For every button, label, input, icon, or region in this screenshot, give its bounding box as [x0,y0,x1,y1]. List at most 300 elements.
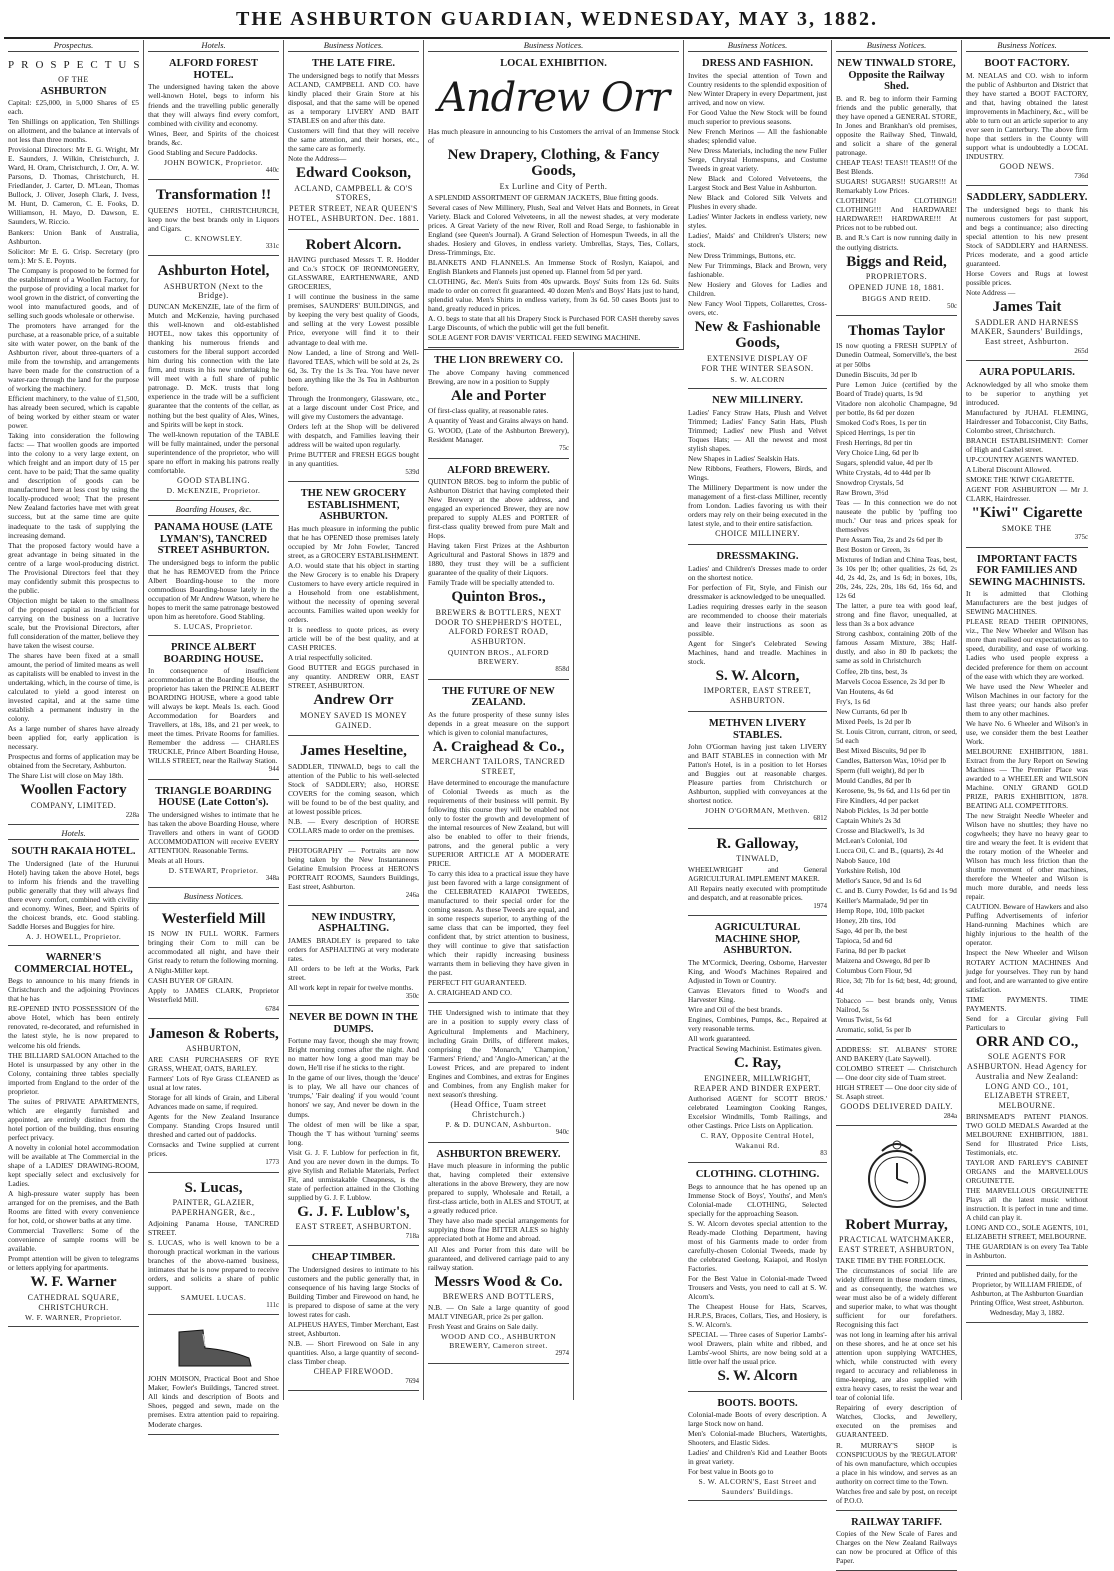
ad-paragraph: THE Undersigned wish to intimate that they are in a position to supply every class of Agricultural Implements and Machinery, including Grain Drills, of different makes, comprising the 'Monarch,' 'Champion,' 'Farmers' Friend,' and 'Anglo-American,' at the Lowest Prices, and are prepared to indent Engines and Combines, and extras for Engines and Combines, from any English maker for next season's threshing. [428,1008,569,1099]
ad-paragraph: The Undersigned (late of the Hurunui Hotel) having taken the above Hotel, begs to inform his friends and the travelling public generally that they will always find there every comfort, combined with civility and economy. Wines, Beer, and Spirits of the choicest brands, etc. Good stabling. Saddle Horses and Buggies for hire. [8,858,139,932]
ad-body [836,1045,957,1101]
ad-paragraph: Coffee, 2lb tins, best, 3s [836,666,908,676]
ad-paragraph: HAVING purchased Messrs T. R. Hodder and Co.'s STOCK OF IRONMONGERY, GLASSWARE, EARTHENWARE, AND GROCERIES, [288,255,419,292]
ad-paragraph: A.O. would state that his object in starting the New Grocery is to enable his Drapery Customers to have every article required in a Household from one establishment, without the necessity of opening several accounts. Families waited upon weekly for orders. [288,560,419,625]
ad-paragraph: Farina, 8d per lb packet [836,946,906,956]
ad-paragraph: Sugars, splendid value, 4d per lb [836,457,933,467]
ad-title: G. J. F. Lublow's, [297,1203,410,1220]
ad-paragraph: Dunedin Biscuits, 3d per lb [836,369,918,379]
ad-title: S. W. Alcorn [717,1368,798,1385]
ad-body [8,98,139,780]
column-8 [962,40,1092,1400]
ad-body [428,1008,569,1098]
ad-middle-line: GOOD STABLING. [176,475,251,485]
ad-paragraph: JAMES BRADLEY is prepared to take orders for ASPHALTING at very moderate rates. [288,935,419,963]
ad-paragraph: Practical Sewing Machinist. Estimates given. [688,1044,822,1054]
ad-paragraph: The circumstances of social life are widely different in these modern times, and as consequently, the watches we wear must also be of a widely different and superior make, to what was thought sufficient for our forefathers. Recognising this fact [836,1265,957,1330]
ad-paragraph: Apply to JAMES CLARK, Proprietor Westerfield Mill. [148,986,279,1005]
ad-paragraph: SMOKE THE 'KIWI' CIGARETTE. [966,475,1075,484]
ad-paragraph: Mould Candles, 8d per lb [836,775,912,785]
ad-title: New & Fashionable Goods, [694,318,821,352]
ad-paragraph: Ladies', Maids' and Children's Ulsters; new stock. [688,231,827,250]
ad-title: James Heseltine, [300,743,407,760]
ad-paragraph: Fresh Herrings, 8d per tin [836,437,913,447]
ad-after-line: Ex Lurline and City of Perth. [499,181,608,191]
ad-heading: WARNER'S COMMERCIAL HOTEL, [14,952,133,975]
column-header: Business Notices. [688,40,827,52]
ad-paragraph: A Liberal Discount Allowed. [966,464,1052,474]
ad-paragraph: CASH BUYER OF GRAIN. [148,976,234,986]
ad-paragraph: I will continue the business in the same premises, SAUNDERS' BUILDINGS, and by keeping the very best quality of Goods, and selling at the very Lowest possible Price, everyone will find it to their advantage to deal with me. [288,292,419,347]
ad-body [148,929,279,1004]
ad-heading: LOCAL EXHIBITION. [500,58,607,70]
ad-paragraph: Crosse and Blackwell's, 1s 3d [836,826,925,836]
ad-middle-line: SMOKE THE [1002,523,1052,533]
advertisement [836,1043,957,1126]
ad-paragraph: Best Mixed Biscuits, 9d per lb [836,745,926,755]
ad-paragraph: McLean's Colonial, 10d [836,836,907,846]
ad-paragraph: Honey, 2lb tins, 10d [836,916,896,926]
ad-body [688,958,827,1053]
ad-body [288,524,419,691]
ad-spaced-heading: PROSPECTUS [8,59,147,72]
ad-paragraph: Authorised AGENT for SCOTT BROS.' celebrated Leamington Cooking Ranges, Excelsior Windmills, Tomb Railings, and other Castings. Price Lists on Application. [688,1094,827,1131]
ad-subtitle: ASHBURTON (Next to the Bridge). [163,281,264,301]
advertisement [966,189,1088,361]
ad-body [836,94,957,252]
ad-paragraph: New French Merinos — All the fashionable shades; splendid value. [688,127,827,146]
ad-paragraph: Mixed Peels, 1s 2d per lb [836,716,912,726]
ad-more [836,1330,957,1505]
ad-paragraph: The promoters have arranged for the purchase, at a reasonable price, of a suitable site with water power, on the bank of the Ashburton river, about three-quarters of a mile from the township, and arrangements have been made for the construction of a water-race through the land for the purpose of working the machinery. [8,320,139,394]
ad-title: Ale and Porter [451,387,546,404]
ad-body [288,762,419,835]
ad-paragraph: For perfection of Fit, Style, and Finish our dressmaker is acknowledged to be unequalled. [688,582,827,601]
column-2 [144,40,284,1429]
ad-paragraph: New Black and Colored Silk Velvets and Plushes in every shade. [688,193,827,212]
ad-paragraph: Family Trade will be specially attended to. [428,578,555,588]
column-4 [424,40,684,350]
ad-paragraph: Very Choice Ling, 6d per lb [836,447,919,457]
ad-signature: D. McKENZIE, Proprietor. [166,486,261,496]
ad-paragraph: Good Stabling and Secure Paddocks. [148,147,258,157]
boot-icon [169,1324,259,1370]
ad-title: A. Craighead & Co., [432,738,565,755]
ad-paragraph: SUGARS! SUGARS!! SUGARS!!! At Remarkably Low Prices. [836,177,957,196]
ad-paragraph: A Night-Miller kept. [148,966,209,976]
column-header: Prospectus. [8,40,139,52]
ad-paragraph: Fry's, 1s 6d [836,696,870,706]
ad-tag: 375c [1074,534,1088,542]
ad-title: ORR AND CO., [975,1033,1079,1050]
advertisement [148,1176,279,1316]
advertisement [428,55,679,348]
ad-paragraph: The latter, a pure tea with good leaf, strong and fine flavor, unequalled, at less than 3s a box advance [836,601,957,629]
ad-title: C. Ray, [733,1055,782,1072]
ad-paragraph: That the proposed factory would have a great advantage in being situated in the centre of a large wool-producing district. The Provisional Directors feel that they may confidently submit this prospectus to the public. [8,540,139,595]
advertisement [148,639,279,780]
ad-subtitle: ASHBURTON, [185,1044,242,1054]
ad-paragraph: Captain White's 2s 3d [836,815,901,825]
ad-paragraph: Pure Lemon Juice (certified by the Board of Trade) quarts, 1s 9d [836,379,957,398]
ad-paragraph: QUEEN'S HOTEL, CHRISTCHURCH, keep now the best brands only in Liquors and Cigars. [148,205,279,233]
ad-body [688,408,827,528]
ad-paragraph: Raw Brown, 3½d [836,487,889,497]
ad-paragraph: New Currants, 6d per lb [836,706,908,716]
advertisement [688,548,827,712]
advertisement [966,1269,1088,1323]
ad-paragraph: A trial respectfully solicited. [288,653,373,663]
ad-middle-line: OPENED JUNE 18, 1881. [848,282,945,292]
ad-paragraph: All work kept in repair for twelve months. [288,982,414,992]
ad-tag: 75c [559,445,569,453]
ad-paragraph: All orders to be left at the Works, Park street. [288,963,419,982]
ad-paragraph: Has much pleasure in informing the public that he has OPENED those premises lately occupied by Mr John Fowler, Tancred street, as a GROCERY ESTABLISHMENT. [288,523,419,560]
ad-paragraph: Capital: £25,000, in 5,000 Shares of £5 each. [8,98,139,117]
ad-paragraph: John O'Gorman having just taken LIVERY and BAIT STABLES in connection with Mr Patton's Hotel, is in a position to let Horses and Buggies out at reasonable charges. Pleasure parties from Christchurch or Ashburton, supplied with conveyances at the shortest notice. [688,742,827,806]
ad-body [288,71,419,163]
column-header: Business Notices. [966,40,1088,52]
section-header: Business Notices. [148,891,279,903]
ad-paragraph: Van Houtens, 4s 6d [836,686,894,696]
ad-title: Messrs Wood & Co. [434,1273,563,1290]
ad-paragraph: N.B. — On Sale a large quantity of good MALT VINEGAR, price 2s per gallon. [428,1302,569,1321]
ad-heading: CHEAP TIMBER. [311,1252,396,1264]
ad-signature: C. RAY, Opposite Central Hotel, Wakanui Rd. [700,1131,815,1150]
ad-paragraph: N.B. — Short Firewood on Sale in any quantities. Also, a large quantity of second-class Timber cheap. [288,1339,419,1367]
ad-paragraph: Send for a Circular giving Full Particulars to [966,1013,1088,1032]
ad-body [8,976,139,1272]
column-5 [424,352,574,1400]
ad-tag: 2974 [555,1350,569,1358]
ad-paragraph: Teas — In this connection we do not nauseate the public by 'puffing too much.' Our teas and prices speak for themselves [836,497,957,535]
ad-paragraph: Agent for Singer's Celebrated Sewing Machines, hand and treadle. Machines in stock. [688,638,827,666]
ad-paragraph: THE BILLIARD SALOON Attached to the Hotel is unsurpassed by any other in the Colony, containing three tables specially imported from England to the order of the proprietor. [8,1050,139,1096]
ad-paragraph: WHEELWRIGHT and General AGRICULTURAL IMPLEMENT MAKER. [688,864,827,883]
ad-paragraph: Visit G. J. F. Lublow for perfection in fit, And you are never down in the dumps. To give Stylish and Reliable Materials, Perfect Fit, and unmistakable Cheapness, is the state of perfection attained in the Clothing supplied by G. J. F. Lublow. [288,1147,419,1202]
advertisement [288,233,419,483]
ad-paragraph: Venus Twist, 5s 6d [836,1014,892,1024]
ad-heading: RAILWAY TARIFF. [851,1516,942,1528]
advertisement [428,1146,569,1364]
ad-paragraph: Copies of the New Scale of Fares and Charges on the New Zealand Railways can now be procured at Office of this Paper. [836,1529,957,1566]
ad-paragraph: Note the Address— [288,154,347,164]
ad-tag: 83 [820,1149,827,1157]
ad-title: Thomas Taylor [847,322,946,339]
ad-paragraph: Invites the special attention of Town and Country residents to the splendid exposition of New Winter Drapery in every Department, just arrived, and now on view. [688,70,827,107]
ad-body [148,666,279,765]
ad-more [428,778,569,998]
advertisement [428,462,569,680]
ad-paragraph: Canvas Elevators fitted to Wood's and Harvester King. [688,986,827,1005]
ad-signature: S. LUCAS, Proprietor. [174,621,253,631]
ad-paragraph: Columbus Corn Flour, 9d [836,966,912,976]
advertisement [288,739,419,841]
ad-paragraph: G. WOOD, (Late of the Ashburton Brewery), Resident Manager. [428,426,569,445]
ad-tag: 940c [555,1129,569,1137]
ad-signature: JOHN BOWICK, Proprietor. [163,157,264,167]
ad-paragraph: IS NOW IN FULL WORK. Farmers bringing their Corn to mill can be accommodated all night, and have their Grist ready to return the following morning. [148,929,279,966]
ad-title: Transformation !! [155,187,272,204]
ad-paragraph: Customers will find that they will receive the same attention, and their horses, etc., the same care as formerly. [288,126,419,154]
ad-paragraph: The undersigned begs to notify that Messrs ACLAND, CAMPBELL AND CO. have kindly placed their Grain Store at his disposal, and that the same will be opened as a temporary LIVERY AND BAIT STABLES on and after this date. [288,70,419,126]
ad-paragraph: A quantity of Yeast and Grains always on hand. [428,416,569,426]
ad-heading: NEW TINWALD STORE, Opposite the Railway Shed. [837,58,956,93]
ad-title: New Drapery, Clothing, & Fancy Goods, [447,146,660,180]
advertisement [688,832,827,917]
ad-paragraph: New Fur Trimmings, Black and Brown, very fashionable. [688,260,827,279]
ad-title: Ashburton Hotel, [157,263,270,280]
ad-paragraph: PLEASE READ THEIR OPINIONS, viz., The New Wheeler and Wilson has more than realised our expectations as to speed, durability, and ease of working. Ladies who used people express a decided preference for them on account of the ease with which they are worked. [966,617,1088,681]
ad-body [148,1219,279,1292]
advertisement [148,259,279,500]
ad-paragraph: Pure Assam Tea, 2s and 2s 6d per lb [836,535,943,545]
signature-logo: Andrew Orr [437,74,670,121]
ad-middle-line: MONEY SAVED IS MONEY GAINED. [299,710,408,730]
ad-signature: S. W. ALCORN [730,375,785,385]
ad-paragraph: For Good Value the New Stock will be found much superior to previous seasons. [688,108,827,127]
ad-body [148,558,279,621]
ad-title: Robert Alcorn. [305,236,402,253]
clock-illustration [836,1135,957,1213]
ad-subtitle: SOLE AGENTS FOR ASHBURTON. Head Agency for Australia and New Zealand: LONG AND CO., 101, ELIZABETH STREET, MELBOURNE. [967,1052,1087,1111]
ad-paragraph: Prime BUTTER and FRESH EGGS bought in any quantities. [288,449,419,468]
ad-body [966,380,1088,503]
ad-body [688,1410,827,1476]
ad-paragraph: Ladies' Winter Jackets in endless variety, new styles. [688,212,827,231]
ad-paragraph: A SPLENDID ASSORTMENT OF GERMAN JACKETS, Blue fitting goods. [428,192,659,202]
ad-paragraph: JOHN MOISON, Practical Boot and Shoe Maker, Fowler's Buildings, Tancred street. All kinds and description of Boots and Shoes, pegged and sewn, made on the premises. Extra attention paid to repairing. Moderate charges. [148,1374,279,1429]
ad-paragraph: Bankers: Union Bank of Australia, Ashburton. [8,227,139,246]
ad-paragraph: We have used the New Wheeler and Wilson Machines in our factory for the last three years; our hands also prefer them to any other machines. [966,681,1088,718]
ad-paragraph: Provisional Directors: Mr E. G. Wright, Mr E. Saunders, J. Wilkin, Christchurch, J. Ward, H. Oram, Christchurch, J. Orr, A. W. Parsons, D. Thomas, Christchurch, H. Friedlander, J. Carter, D. M'Lean, Thomas Bullock, J. Oliver, Joseph Clark, J. Ivess, M. Hunt, D. Cameron, C. E. Fooks, D. Williamson, H. Mayo, D. Dawson, E. Saunders, W. Riccio. [8,145,139,227]
ad-body [148,1374,279,1428]
ad-heading: SOUTH RAKAIA HOTEL. [11,846,136,858]
ad-title: S. Lucas, [184,1179,243,1196]
ad-paragraph: BRANCH ESTABLISHMENT: Corner of High and Cashel street. [966,435,1088,454]
ad-paragraph: PERFECT FIT GUARANTEED. [428,978,527,988]
ad-paragraph: LONG AND CO., SOLE AGENTS, 101, ELIZABETH STREET, MELBOURNE. [966,1223,1088,1242]
ad-paragraph: IS now quoting a FRESH SUPPLY of Dunedin Oatmeal, Somerville's, the best at per 50lbs [836,341,957,369]
ad-paragraph: Repairing of every description of Watches, Clocks, and Jewellery, executed on the premises and GUARANTEED. [836,1403,957,1440]
advertisement [688,1166,827,1392]
clock-icon [862,1135,932,1213]
advertisement [966,551,1088,1267]
ad-tag: 736d [1074,172,1088,180]
column-3 [284,40,424,1400]
advertisement [966,364,1088,547]
ad-paragraph: The undersigned begs to inform the public that he has REMOVED from the Prince Albert Boarding-house to the more commodious Boarding-house lately in the occupation of Mr Andrew Watson, where he hopes to merit the same patronage bestowed upon him as heretofore. Good Stabling. [148,557,279,621]
ad-signature: SAMUEL LUCAS. [180,1292,247,1302]
ad-paragraph: Meals at all Hours. [148,855,205,865]
ad-paragraph: AGENT FOR ASHBURTON — Mr J. CLARK, Hairdresser. [966,485,1088,504]
ad-paragraph: Cornsacks and Twine supplied at current prices. [148,1140,279,1159]
ad-paragraph: The above Company having commenced Brewing, are now in a position to Supply [428,367,569,386]
ad-paragraph: Kerosene, 9s, 9s 6d, and 11s 6d per tin [836,785,951,795]
ad-title: R. Galloway, [716,835,799,852]
ad-more [428,1303,569,1331]
ad-paragraph: Note Address — [966,288,1016,298]
ad-title: Edward Cookson, [295,165,412,182]
ad-paragraph: DUNCAN McKENZIE, late of the firm of Mutch and McKenzie, having purchased this well-known and old-established HOTEL, now takes this opportunity of thanking his numerous friends and customers for the liberal support accorded him during his connection with the late firm, and trusts in his new undertaking he will meet with a full share of public patronage. D. McK. trusts that long experience in the trade will be a sufficient guarantee that the contents of the cellar, as nothing but the best quality of Ales, Wines, and Spirits will be kept in stock. [148,302,279,429]
ad-paragraph: Objection might be taken to the smallness of the proposed capital as insufficient for carrying on the business on a lucrative scale, but the Provisional Directors, after full consideration of the matter, believe they have taken the wisest course. [8,595,139,650]
ad-heading: METHVEN LIVERY STABLES. [708,717,807,741]
ad-subheading: OF THE [58,74,89,84]
ad-signature: S. W. ALCORN'S, East Street and Saunders' Buildings. [698,1477,817,1496]
ad-title: Andrew Orr [313,692,394,709]
ad-body [148,1055,279,1158]
ad-heading: PRINCE ALBERT BOARDING HOUSE. [163,641,264,665]
column-header: Business Notices. [428,40,679,52]
ad-tag: 284a [943,1112,957,1120]
ad-paragraph: C. and B. Curry Powder, 1s 6d and 1s 9d [836,886,957,896]
ad-after-line: (Head Office, Tuam street Christchurch.) [450,1099,547,1119]
ad-paragraph: Watches free and sale by post, on receipt of P.O.O. [836,1486,957,1505]
ad-paragraph: The Company is proposed to be formed for the establishment of a Woollen Factory, for the purpose of providing a local market for wool grown in the district, of converting the wool into manufactured goods, and of selling such goods wholesale or otherwise. [8,265,139,320]
ad-paragraph: Prospectus and forms of application may be obtained from the Secretary, Ashburton. [8,752,139,771]
ad-paragraph: All Repairs neatly executed with promptitude and despatch, and at reasonable prices. [688,884,827,903]
ad-tag: 350c [405,992,419,1000]
ad-paragraph: Begs to announce that he has opened up an Immense Stock of Boys', Youths', and Men's Colonial-made CLOTHING, Selected specially for the approaching Season. [688,1181,827,1218]
advertisement [836,1514,957,1571]
ad-paragraph: It is needless to quote prices, as every article will be of the best quality, and at CASH PRICES. [288,625,419,653]
ad-paragraph: BRINSMEAD'S PATENT PIANOS. TWO GOLD MEDALS Awarded at the MELBOURNE EXHIBITION, 1881. Send for Illustrated Price Lists, Testimonials, etc. [966,1111,1088,1157]
advertisement [148,519,279,636]
column-header: Business Notices. [836,40,957,52]
ad-paragraph: Taking into consideration the following facts: — That woollen goods are imported into the colony to a very large extent, on which freight and an import duty of 15 per cent. have to be paid; That the same quality and description of goods can be manufactured here at less cost by using the locally-produced wool; That the present New Zealand factories have met with great success, but at the same time are quite inadequate to the task of supplying the increasing demand. [8,431,139,540]
ad-paragraph: The Undersigned desires to intimate to his customers and the public generally that, in consequence of his having large Stocks of Building Timber and Firewood on hand, he is prepared to dispose of same at the very lowest rates for cash. [288,1264,419,1320]
ad-paragraph: CAUTION. Beware of Hawkers and also Puffing Advertisements of inferior Hand-running Machines which are highly injurious to the health of the operator. [966,902,1088,948]
advertisement [428,1006,569,1142]
ad-paragraph: The suites of PRIVATE APARTMENTS, which are elegantly furnished and appointed, are entirely distinct from the hotel portion of the building, thus ensuring perfect privacy. [8,1096,139,1142]
ad-paragraph: Orders left at the Shop will be delivered with despatch, and Families leaving their address will be waited upon regularly. [288,421,419,449]
ad-tag: 718a [405,1233,419,1241]
ad-paragraph: The M'Cormick, Deering, Osborne, Harvester King, and Wood's Machines Repaired and Adjusted in Town or Country. [688,957,827,986]
ad-paragraph: Acknowledged by all who smoke them to be superior to anything yet introduced. [966,379,1088,407]
ad-paragraph: Ladies' and Children's Kid and Leather Boots in great variety. [688,1448,827,1467]
ad-heading: PANAMA HOUSE (LATE LYMAN'S), TANCRED STREET ASHBURTON. [154,521,273,557]
ad-body [836,1529,957,1565]
ad-paragraph: Fresh Yeast and Grains on Sale daily. [428,1321,538,1331]
ad-heading: CLOTHING. CLOTHING. [695,1168,820,1180]
ad-tag: 1773 [265,1159,279,1167]
advertisement [688,919,827,1163]
ad-body [288,1265,419,1366]
ad-paragraph: Begs to announce to his many friends in Christchurch and the adjoining Provinces that he has [8,976,139,1004]
boot-illustration [148,1324,279,1370]
ad-paragraph: As the future prosperity of these sunny isles depends in a great measure on the support which is given to colonial manufactures, [428,709,569,737]
ad-signature: BIGGS AND REID. [862,293,931,303]
ad-paragraph: R. MURRAY'S SHOP is CONSPICUOUS by the 'REGULATOR' of his own manufacture, which occupies a place in his window, and serves as an authority on correct time to the Town. [836,1440,957,1486]
ad-paragraph: The Cheapest House for Hats, Scarves, H.R.P.S, Braces, Collars, Ties, and Hosiery, is S. W. Alcorn's. [688,1301,827,1329]
ad-body [288,846,419,891]
ad-body [966,589,1088,1032]
column-header: Hotels. [148,40,279,52]
ad-paragraph: TAYLOR AND FARLEY'S CABINET ORGANS and the MARVELLOUS ORGUINETTE. [966,1157,1088,1185]
ad-paragraph: Fire Kindlers, 4d per packet [836,795,919,805]
ad-title: W. F. Warner [30,1274,117,1291]
ad-paragraph: S. W. Alcorn devotes special attention to the Ready-made Clothing Department, having most of his Garments made to order from carefully-chosen Colonial Tweeds, made by the celebrated Geelong, Kaiapoi, and Roslyn Factories. [688,1218,827,1273]
ad-paragraph: RE-OPENED INTO POSSESSION Of the above Hotel, which has been entirely renovated, re-decorated, and refurnished in the latest style, he is now prepared to welcome his old friends. [8,1004,139,1050]
ad-body [428,710,569,737]
ad-subtitle: SADDLER AND HARNESS MAKER, Saunders' Buildings, East street, Ashburton. [970,317,1084,347]
ad-paragraph: The shares have been fixed at a small amount, the period of limited means as well as capitalists will be enabled to invest in the undertaking, which, in the course of time, is calculated to yield a good interest on invested capital, and at the same time establish a permanent industry in the colony. [8,650,139,724]
ad-paragraph: TIME PAYMENTS. TIME PAYMENTS. [966,994,1088,1013]
ad-paragraph: A high-pressure water supply has been arranged for on the premises, and the Bath Rooms are fitted with every convenience for hot, cold, or shower baths at any time. [8,1189,139,1226]
ad-paragraph: THE MARVELLOUS ORGUINETTE Plays all the latest music without instruction. It is perfect in tune and time. A child can play it. [966,1186,1088,1223]
ad-body [428,127,679,145]
ad-heading: SADDLERY, SADDLERY. [966,192,1088,204]
advertisement [688,715,827,829]
ad-body [148,810,279,865]
ad-paragraph: Aromatic, solid, 5s per lb [836,1024,912,1034]
advertisement [8,55,147,825]
ad-tag: 440c [265,166,279,174]
ad-paragraph: Yorkshire Relish, 10d [836,866,901,876]
ad-heading: IMPORTANT FACTS FOR FAMILIES AND SEWING MACHINISTS. [968,553,1086,588]
ad-paragraph: Ladies' Fancy Straw Hats, Plush and Velvet Trimmed; Ladies' Fancy Satin Hats, Plush Trimmed; Ladies' new Plush and Velvet Toques Hats; — All the newest and most stylish shapes. [688,407,827,454]
ad-heading: THE NEW GROCERY ESTABLISHMENT, ASHBURTON. [300,488,407,523]
ad-signature: A. J. HOWELL, Proprietor. [25,932,122,942]
ad-paragraph: Tobacco — best brands only, Venus Nailrod, 5s [836,995,957,1014]
ad-paragraph: Wire and Oil of the best brands. [688,1005,783,1015]
ad-paragraph: Engines, Combines, Pumps, &c., Repaired at very reasonable terms. [688,1015,827,1034]
ad-paragraph: Through the Ironmongery, Glassware, etc., at a large discount under Cost Price, and will give my Customers the advantage. [288,393,419,421]
ad-body [836,1256,957,1329]
ad-paragraph: SOLE AGENT FOR DAVIS' VERTICAL FEED SEWING MACHINE. [428,332,641,342]
ad-paragraph: MELBOURNE EXHIBITION, 1881. Extract from the Jury Report on Sewing Machines — The Premier Place was awarded to a WHEELER and WILSON Machine. ONLY GRAND GOLD PRIZE, PARIS EXHIBITION, 1878. BEATING ALL COMPETITORS. [966,746,1088,810]
ad-paragraph: B. and R.'s Cart is now running daily in the outlying districts. [836,233,957,252]
ad-title: Biggs and Reid, [846,253,947,270]
advertisement [148,1318,279,1434]
ad-paragraph: In the game of our lives, though the 'deuce' is to play, We all have our chances of 'trumps,' 'Fair dealing' if you would 'count honors' we say, And never be down in the dumps. [288,1073,419,1119]
ad-paragraph: Horse Covers and Rugs at lowest possible prices. [966,269,1088,288]
ad-body [836,341,957,1033]
ad-paragraph: N.B. — Every description of HORSE COLLARS made to order on the premises. [288,817,419,836]
ad-paragraph: SPECIAL — Three cases of Superior Lambs'-wool Drawers, plain white and ribbed, and Lambs'-wool Shirts, are now being sold at a little over half the usual price. [688,1330,827,1367]
ad-paragraph: UP-COUNTRY AGENTS WANTED. [966,454,1079,464]
ad-more [428,193,679,343]
ad-more [428,406,569,444]
ad-paragraph: Storage for all kinds of Grain, and Liberal Advances made on same, if required. [148,1093,279,1112]
ad-tag: 944 [268,766,279,774]
ad-paragraph: Have much pleasure in informing the public that, having completed their extensive alterations in the above Brewery, they are now prepared to supply, Wholesale and Retail, a first-class article, both in ALES and STOUT, at a greatly reduced price. [428,1161,569,1216]
ad-subtitle: PAINTER, GLAZIER, PAPERHANGER, &c., [171,1198,256,1217]
advertisement [148,183,279,256]
ad-body [428,368,569,386]
advertisement [836,319,957,1040]
column-header: Business Notices. [288,40,419,52]
ad-subtitle: PROPRIETORS. [865,272,928,282]
ad-paragraph: Candles, Batterson Wax, 10½d per lb [836,755,947,765]
ad-paragraph: M. NEALAS and CO. wish to inform the public of Ashburton and District that they have started a BOOT FACTORY, and that, having obtained the latest improvements in Machinery, &c., will be able to turn out an article superior to any ever seen in Canterbury. The above firm hope that settlers in the County will support what is undoubtedly a LOCAL INDUSTRY. [966,70,1088,162]
ad-title: Westerfield Mill [161,910,266,927]
ad-paragraph: Adjoining Panama House, TANCRED STREET. [148,1218,279,1237]
ad-tag: 111c [266,1302,279,1310]
ad-paragraph: New Dress Trimmings, Buttons, etc. [688,250,796,260]
ad-more [688,1094,827,1130]
ad-heading: NEW INDUSTRY, ASPHALTING. [311,911,396,935]
ad-heading: NEVER BE DOWN IN THE DUMPS. [289,1012,418,1035]
ad-paragraph: Prompt attention will be given to telegrams or letters applying for apartments. [8,1254,139,1273]
ad-paragraph: The well-known reputation of the TABLE will be fully maintained, under the personal superintendence of the proprietor, who will spare no effort in making his patrons really comfortable. [148,429,279,475]
ad-paragraph: New Fancy Wool Tippets, Collarettes, Cross-overs, etc. [688,298,827,317]
ad-subtitle: BREWERS AND BOTTLERS, [442,1292,555,1302]
ad-paragraph: The Share List will close on May 18th. [8,771,124,781]
ad-signature: P. & D. DUNCAN, Ashburton. [445,1120,552,1130]
ad-paragraph: All Ales and Porter from this date will be guaranteed, and delivered carriage paid to any railway station. [428,1244,569,1272]
ad-paragraph: Colonial-made Boots of every description. A large Stock now on hand. [688,1410,827,1429]
